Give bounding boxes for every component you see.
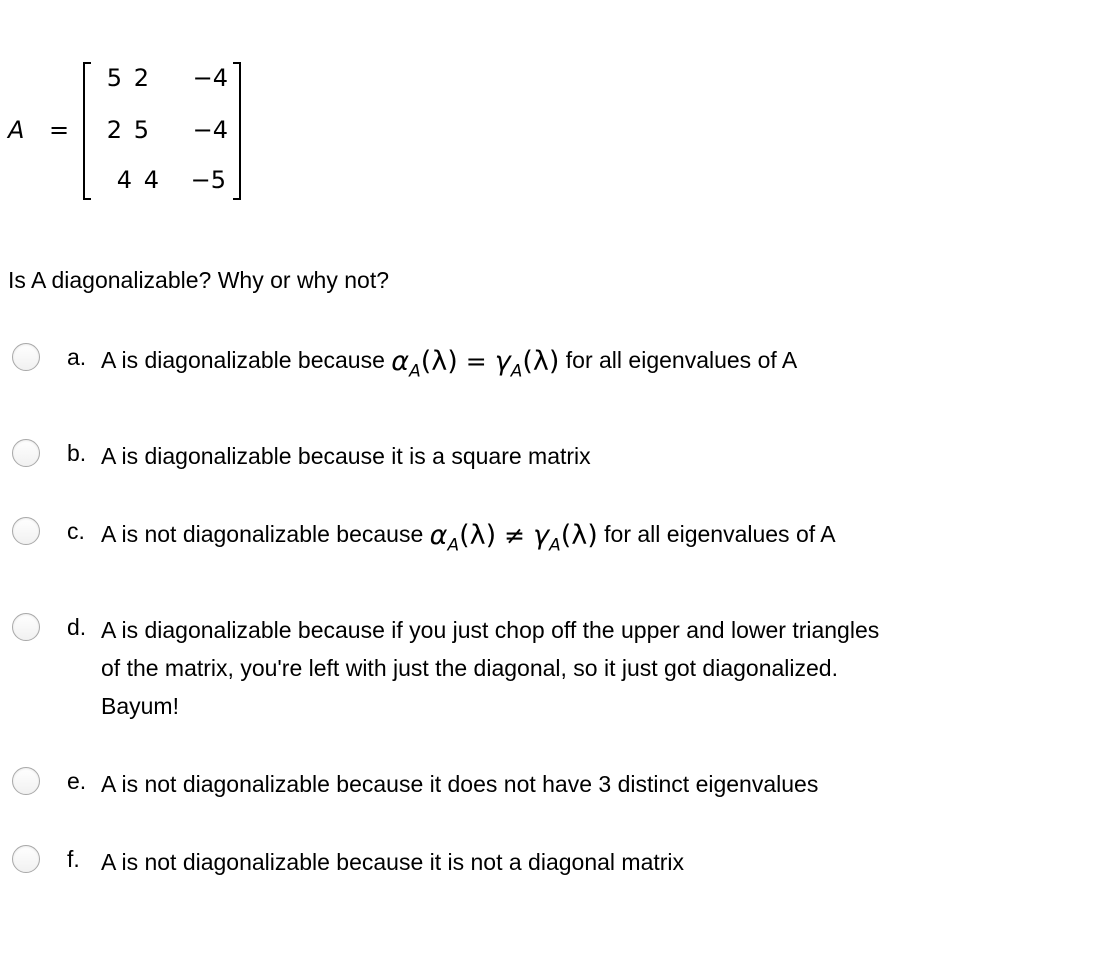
question-text: Is A diagonalizable? Why or why not? — [8, 267, 390, 293]
option-text-line: Bayum! — [101, 693, 179, 719]
matrix-cell: 5 — [133, 116, 149, 144]
matrix-cell: 2 — [106, 116, 122, 144]
matrix-variable: A — [8, 116, 25, 144]
option-letter: c. — [67, 518, 85, 544]
matrix-cell: 4 — [116, 166, 132, 194]
option-text-line: A is diagonalizable because if you just chop off the upper and lower triangles — [101, 617, 880, 643]
option-letter: a. — [67, 344, 87, 370]
option-text-before: A is not diagonalizable because — [101, 521, 424, 547]
matrix-cell: 5 — [106, 64, 122, 92]
option-letter: d. — [67, 614, 87, 640]
radio-button-c[interactable] — [12, 517, 40, 545]
option-letter: b. — [67, 440, 87, 466]
radio-button-f[interactable] — [12, 845, 40, 873]
option-text: A is not diagonalizable because it is not a diagonal matrix — [101, 849, 685, 875]
matrix-cell: 4 — [143, 166, 159, 194]
radio-button-e[interactable] — [12, 767, 40, 795]
option-letter: e. — [67, 768, 87, 794]
matrix-cell: −4 — [192, 64, 228, 92]
matrix-cell: −5 — [190, 166, 226, 194]
option-text — [101, 611, 879, 725]
option-text-after: for all eigenvalues of A — [604, 521, 836, 547]
matrix-cell: −4 — [192, 116, 228, 144]
matrix-right-bracket — [233, 62, 241, 200]
equals-sign: = — [49, 116, 70, 144]
radio-button-d[interactable] — [12, 613, 40, 641]
option-text: A is diagonalizable because it is a square matrix — [101, 443, 591, 469]
math-expression: $\alpha_A(\lambda) = \gamma_A(\lambda)$ — [391, 346, 560, 382]
option-text — [101, 341, 797, 390]
option-text-before: A is diagonalizable because — [101, 347, 385, 373]
matrix-left-bracket — [83, 62, 91, 200]
option-letter: f. — [67, 846, 80, 872]
option-text — [101, 515, 836, 564]
matrix-cell: 2 — [133, 64, 149, 92]
radio-button-a[interactable] — [12, 343, 40, 371]
matrix-definition — [8, 60, 248, 210]
option-text-after: for all eigenvalues of A — [565, 347, 798, 373]
radio-button-b[interactable] — [12, 439, 40, 467]
option-text-line: of the matrix, you're left with just the diagonal, so it just got diagonalized. — [101, 655, 838, 681]
math-expression: $\alpha_A(\lambda) \ne \gamma_A(\lambda)$ — [429, 520, 598, 556]
option-text: A is not diagonalizable because it does not have 3 distinct eigenvalues — [101, 771, 819, 797]
